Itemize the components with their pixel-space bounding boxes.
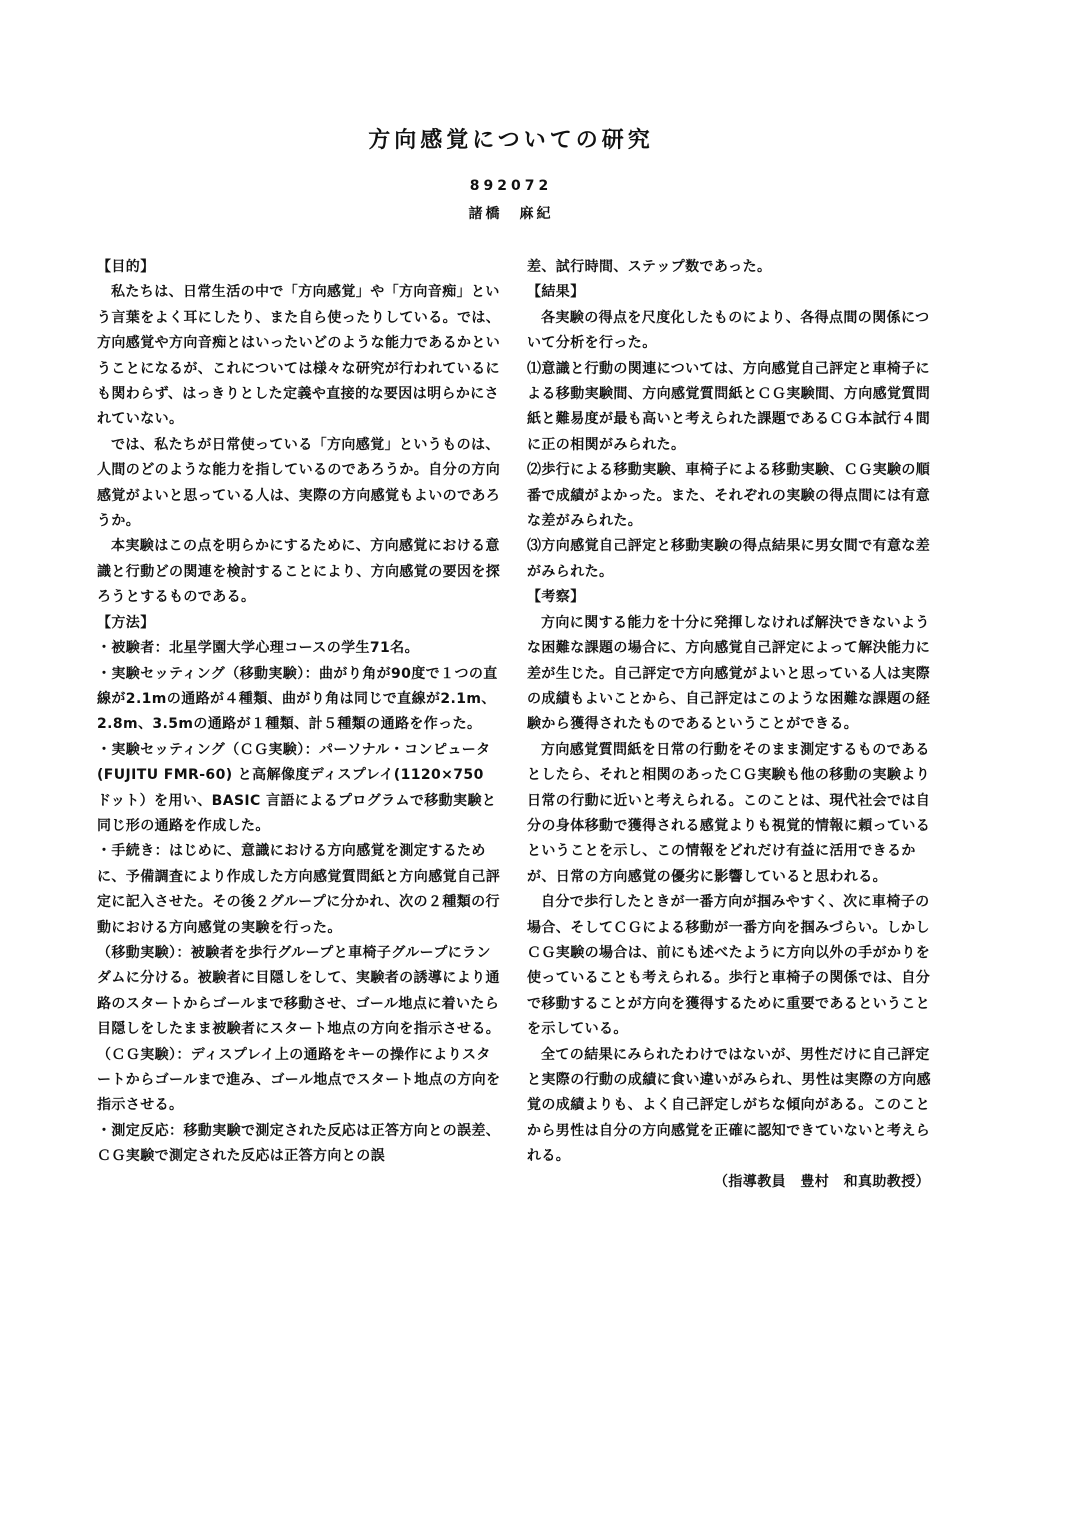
method-item-procedure: ・手続き：はじめに、意識における方向感覚を測定するために、予備調査により作成した方向感覚質問紙と方向感覚自己評定に記入させた。その後２グループに分かれ、次の２種類の行動における方向感覚の実験を行った。 [97,843,501,936]
paragraph: 私たちは、日常生活の中で「方向感覚」や「方向音痴」という言葉をよく耳にしたり、また自ら使ったりしている。では、方向感覚や方向音痴とはいったいどのような能力であるかということになるが、これについては様々な研究が行われているにも関わらず、はっきりとした定義や直接的な要因は明らかにされていない。 [97,284,501,428]
method-item-movement-experiment: （移動実験）：被験者を歩行グループと車椅子グループにランダムに分ける。被験者に目隠しをして、実験者の誘導により通路のスタートからゴールまで移動させ、ゴール地点に着いたら目隠しをしたまま被験者にスタート地点の方向を指示させる。 [97,944,501,1038]
paragraph: 全ての結果にみられたわけではないが、男性だけに自己評定と実際の行動の成績に食い違いがみられ、男性は実際の方向感覚の成績よりも、よく自己評定しがちな傾向がある。このことから男性は自分の方向感覚を正確に認知できていないと考えられる。 [527,1046,932,1165]
method-item-setup-movement: ・実験セッティング（移動実験）：曲がり角が90度で１つの直線が2.1mの通路が４種類、曲がり角は同じで直線が2.1m、2.8m、3.5mの通路が１種類、計５種類の通路を作った。 [97,665,498,733]
paragraph: 自分で歩行したときが一番方向が掴みやすく、次に車椅子の場合、そしてＣＧによる移動が一番方向を掴みづらい。しかしＣＧ実験の場合は、前にも述べたように方向以外の手がかりを使っていることも考えられる。歩行と車椅子の関係では、自分で移動することが方向を獲得するために重要であるということを示している。 [527,894,931,1038]
paragraph: 本実験はこの点を明らかにするために、方向感覚における意識と行動どの関連を検討することにより、方向感覚の要因を探ろうとするものである。 [97,538,501,606]
section-heading-results: 【結果】 [527,284,585,301]
paragraph: では、私たちが日常使っている「方向感覚」というものは、人間のどのような能力を指しているのであろうか。自分の方向感覚がよいと思っている人は、実際の方向感覚もよいのであろうか。 [97,436,501,530]
method-item-setup-cg: ・実験セッティング（ＣＧ実験）：パーソナル・コンピュータ(FUJITU FMR-60) と高解像度ディスプレイ(1120×750 ドット）を用い、BASIC 言語によるプログラムで移動実験と同じ形の通路を作成した。 [97,741,497,834]
result-item-3: ⑶方向感覚自己評定と移動実験の得点結果に男女間で有意な差がみられた。 [527,538,931,580]
paragraph-continued: 差、試行時間、ステップ数であった。 [527,259,772,275]
method-item-subjects: ・被験者：北星学園大学心理コースの学生71名。 [97,640,419,657]
paragraph: 方向に関する能力を十分に発揮しなければ解決できないような困難な課題の場合に、方向感覚自己評定によって解決能力に差が生じた。自己評定で方向感覚がよいと思っている人は実際の成績もよいことから、自己評定はこのような困難な課題の経験から獲得されたものであるということができる。 [527,614,931,733]
paragraph: 方向感覚質問紙を日常の行動をそのまま測定するものであるとしたら、それと相関のあったＣＧ実験も他の移動の実験より日常の行動に近いと考えられる。このことは、現代社会では自分の身体移動で獲得される感覚よりも視覚的情報に頼っているということを示し、この情報をどれだけ有益に活用できるかが、日常の方向感覚の優劣に影響していると思われる。 [527,741,931,885]
advisor-signature: （指導教員 豊村 和真助教授） [714,1173,930,1190]
section-heading-discussion: 【考察】 [527,589,585,606]
paragraph: 各実験の得点を尺度化したものにより、各得点間の関係について分析を行った。 [527,309,930,352]
result-item-2: ⑵歩行による移動実験、車椅子による移動実験、ＣＧ実験の順番で成績がよかった。また、それぞれの実験の得点間には有意な差がみられた。 [527,462,931,530]
method-item-measures: ・測定反応：移動実験で測定された反応は正答方向との誤差、ＣＧ実験で測定された反応は正答方向との誤 [97,1122,501,1165]
student-id: 892072 [469,178,553,194]
method-item-cg-experiment: （ＣＧ実験）：ディスプレイ上の通路をキーの操作によりスタートからゴールまで進み、ゴール地点でスタート地点の方向を指示させる。 [97,1046,501,1114]
section-heading-purpose: 【目的】 [97,259,155,275]
result-item-1: ⑴意識と行動の関連については、方向感覚自己評定と車椅子による移動実験間、方向感覚質問紙とＣＧ実験間、方向感覚質問紙と難易度が最も高いと考えられた課題であるＣＧ本試行４間に正の相関がみられた。 [527,360,931,453]
section-heading-method: 【方法】 [97,614,155,631]
page-title: 方向感覚についての研究 [368,127,654,153]
author-name: 諸橋 麻紀 [468,206,554,222]
left-column [97,255,502,1170]
right-column [527,255,932,1195]
